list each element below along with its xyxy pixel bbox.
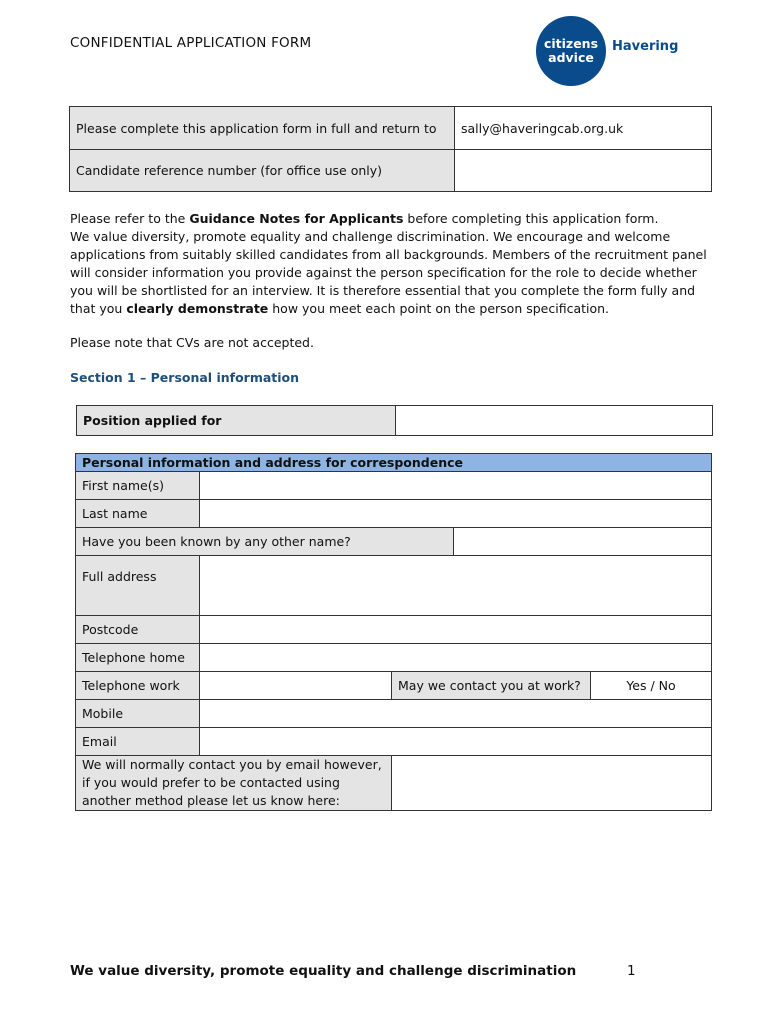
intro-text <box>70 210 720 318</box>
logo-circle <box>536 16 606 86</box>
return-instruction-label: Please complete this application form in full and return to <box>70 107 455 150</box>
section1-heading: Section 1 – Personal information <box>70 370 300 385</box>
contact-preference-input[interactable] <box>392 756 712 811</box>
document-title: CONFIDENTIAL APPLICATION FORM <box>70 35 312 51</box>
contact-at-work-label: May we contact you at work? <box>392 672 591 700</box>
mobile-input[interactable] <box>200 700 712 728</box>
tel-home-label: Telephone home <box>76 644 200 672</box>
contact-preference-label: We will normally contact you by email however, if you would prefer to be contacted using another method please let us know here: <box>76 756 392 811</box>
personal-info-table <box>75 453 712 811</box>
email-label: Email <box>76 728 200 756</box>
email-input[interactable] <box>200 728 712 756</box>
intro-para-bold: clearly demonstrate <box>126 301 269 316</box>
postcode-input[interactable] <box>200 616 712 644</box>
intro-para-post: how you meet each point on the person specification. <box>268 301 610 316</box>
position-input[interactable] <box>396 406 713 436</box>
last-name-input[interactable] <box>200 500 712 528</box>
position-table <box>76 405 713 436</box>
intro-line1-post: before completing this application form. <box>403 211 659 226</box>
return-email: sally@haveringcab.org.uk <box>455 107 712 150</box>
logo-text-advice: advice <box>548 50 594 65</box>
logo-location: Havering <box>612 39 679 54</box>
cv-note: Please note that CVs are not accepted. <box>70 335 314 350</box>
postcode-label: Postcode <box>76 616 200 644</box>
other-name-label: Have you been known by any other name? <box>76 528 454 556</box>
tel-work-label: Telephone work <box>76 672 200 700</box>
intro-para-pre: We value diversity, promote equality and challenge discrimination. We encourage and welcome applications from suitably skilled candidates from all backgrounds. Members of the recruitment panel will consider information you provide against the person specification for the role to decide whether you will be shortlisted for an interview. It is therefore essential that you complete the form fully and that you <box>70 229 707 316</box>
citizens-advice-logo <box>536 16 679 86</box>
full-address-label: Full address <box>76 556 200 616</box>
logo-text-citizens: citizens <box>543 36 599 51</box>
full-address-input[interactable] <box>200 556 712 616</box>
first-name-input[interactable] <box>200 472 712 500</box>
first-name-label: First name(s) <box>76 472 200 500</box>
position-label: Position applied for <box>77 406 396 436</box>
last-name-label: Last name <box>76 500 200 528</box>
candidate-ref-field[interactable] <box>455 150 712 192</box>
mobile-label: Mobile <box>76 700 200 728</box>
footer-tagline: We value diversity, promote equality and challenge discrimination <box>70 963 577 979</box>
guidance-notes-ref: Guidance Notes for Applicants <box>189 211 404 226</box>
personal-info-header: Personal information and address for correspondence <box>76 454 712 472</box>
return-table <box>69 106 712 192</box>
tel-home-input[interactable] <box>200 644 712 672</box>
other-name-input[interactable] <box>454 528 712 556</box>
candidate-ref-label: Candidate reference number (for office use only) <box>70 150 455 192</box>
page-number: 1 <box>627 963 636 979</box>
tel-work-input[interactable] <box>200 672 392 700</box>
contact-at-work-choice[interactable]: Yes / No <box>591 672 712 700</box>
intro-line1-pre: Please refer to the <box>70 211 190 226</box>
